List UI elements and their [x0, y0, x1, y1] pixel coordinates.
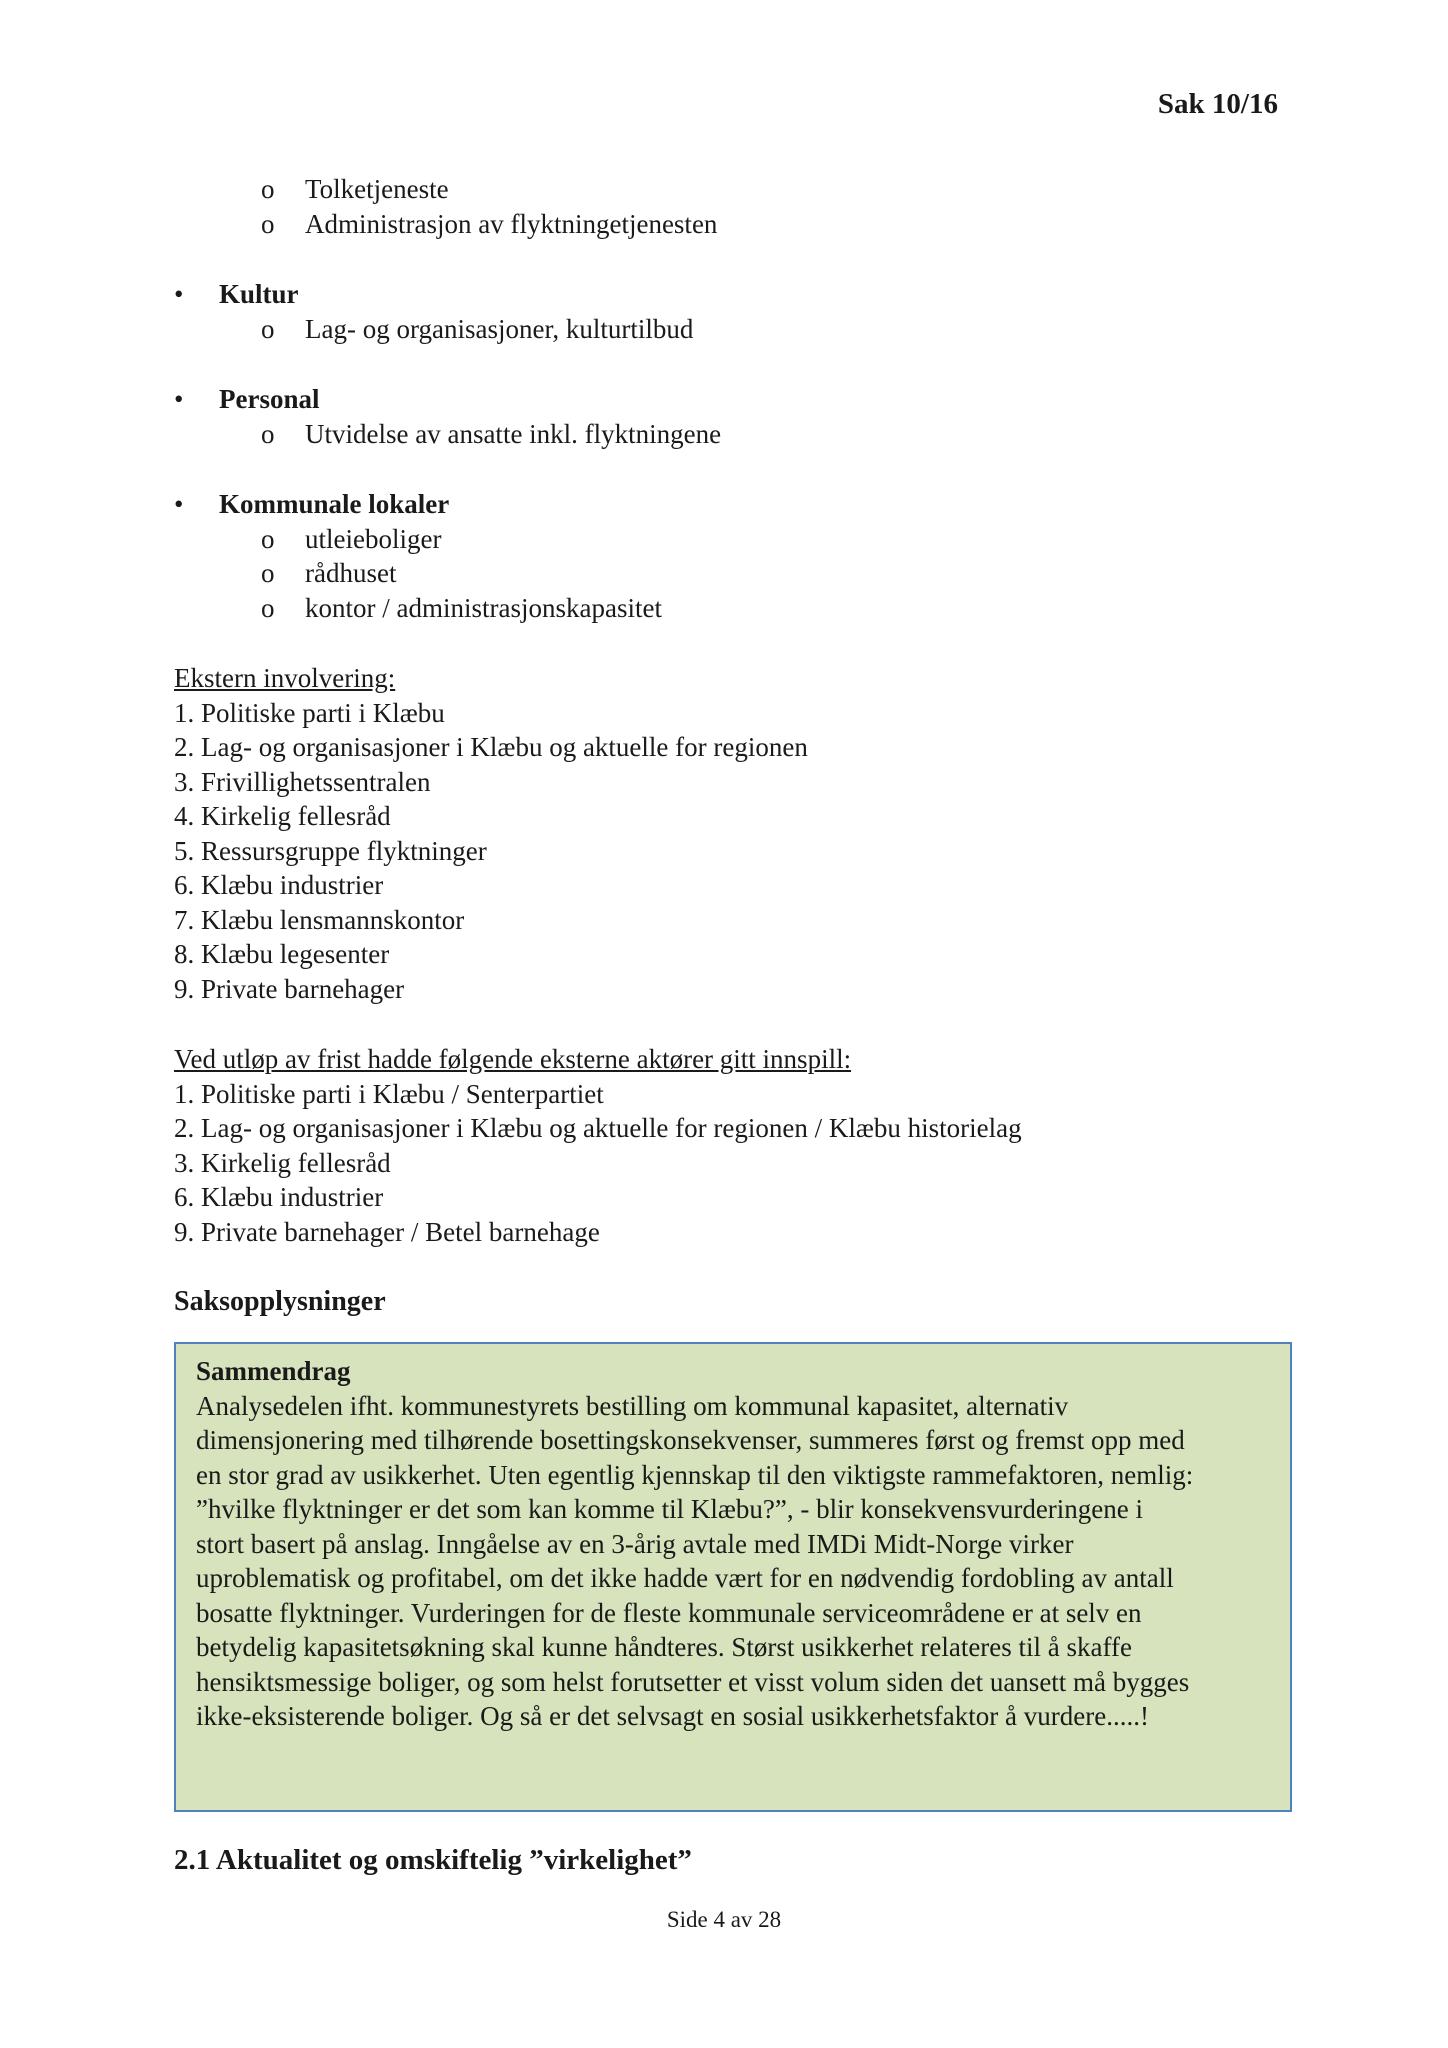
list-item: 7. Klæbu lensmannskontor: [174, 904, 465, 935]
list-item: 9. Private barnehager: [174, 973, 405, 1004]
category-title: • Personal: [174, 382, 1294, 417]
list-item: 8. Klæbu legesenter: [174, 939, 390, 969]
category-personal: [174, 382, 1294, 451]
responses-title: Ved utløp av frist hadde følgende eksterne aktører gitt innspill:: [174, 1044, 852, 1074]
category-kommunale-lokaler: [174, 487, 1294, 625]
list-item: 1. Politiske parti i Klæbu: [174, 697, 445, 728]
list-item: 3. Frivillighetssentralen: [174, 766, 431, 797]
category-sub-list: [174, 417, 1294, 452]
summary-line: Analysedelen ifht. kommunestyrets bestilling om kommunal kapasitet, alternativ: [196, 1390, 1069, 1421]
list-item: 3. Kirkelig fellesråd: [174, 1147, 391, 1178]
category-title: • Kultur: [174, 277, 1294, 312]
list-item: 1. Politiske parti i Klæbu / Senterpartiet: [174, 1078, 604, 1109]
summary-line: bosatte flyktninger. Vurderingen for de fleste kommunale serviceområdene er at selv en: [196, 1597, 1142, 1628]
list-item: 2. Lag- og organisasjoner i Klæbu og aktuelle for regionen / Klæbu historielag: [174, 1113, 1022, 1143]
page-number: Side 4 av 28: [666, 1907, 782, 1932]
list-item: 5. Ressursgruppe flyktninger: [174, 835, 487, 866]
summary-line: ikke-eksisterende boliger. Og så er det selvsagt en sosial usikkerhetsfaktor å vurdere.....!: [196, 1701, 1149, 1731]
case-reference: Sak 10/16: [1157, 88, 1278, 120]
summary-box: [174, 1342, 1292, 1812]
saksopplysninger-heading: Saksopplysninger: [174, 1286, 386, 1317]
list-item: 6. Klæbu industrier: [174, 870, 384, 900]
category-kultur: [174, 277, 1294, 346]
summary-line: dimensjonering med tilhørende bosettingskonsekvenser, summeres først og fremst opp med: [196, 1425, 1185, 1455]
section-heading: 2.1 Aktualitet og omskiftelig ”virkelighet”: [174, 1844, 692, 1876]
sub-list-item: o Utvidelse av ansatte inkl. flyktningene: [174, 417, 1294, 452]
category-list: [174, 277, 1294, 625]
page-content: [174, 172, 1294, 1320]
summary-line: en stor grad av usikkerhet. Uten egentlig kjennskap til den viktigste rammefaktoren, nemlig:: [196, 1459, 1194, 1490]
summary-line: hensiktsmessige boliger, og som helst forutsetter et visst volum siden det uansett må bygges: [196, 1666, 1190, 1697]
top-sub-list: [174, 172, 1294, 241]
category-sub-list: [174, 522, 1294, 626]
sub-list-item: o Tolketjeneste: [174, 172, 1294, 207]
summary-line: stort basert på anslag. Inngåelse av en 3-årig avtale med IMDi Midt-Norge virker: [196, 1528, 1074, 1559]
category-sub-list: [174, 312, 1294, 347]
responses-list: [174, 1077, 1294, 1250]
summary-line: uproblematisk og profitabel, om det ikke hadde vært for en nødvendig fordobling av antall: [196, 1563, 1174, 1593]
summary-title: Sammendrag: [196, 1356, 351, 1386]
sub-list-item: o rådhuset: [174, 556, 1294, 591]
summary-line: ”hvilke flyktninger er det som kan komme til Klæbu?”, - blir konsekvensvurderingene i: [196, 1494, 1144, 1524]
list-item: 6. Klæbu industrier: [174, 1182, 384, 1212]
sub-list-item: o kontor / administrasjonskapasitet: [174, 591, 1294, 626]
sub-list-item: o Lag- og organisasjoner, kulturtilbud: [174, 312, 1294, 347]
list-item: 2. Lag- og organisasjoner i Klæbu og aktuelle for regionen: [174, 732, 808, 762]
category-title: • Kommunale lokaler: [174, 487, 1294, 522]
sub-list-item: o utleieboliger: [174, 522, 1294, 557]
sub-list-item: o Administrasjon av flyktningetjenesten: [174, 207, 1294, 242]
external-involvement-list: [174, 696, 1294, 1007]
summary-line: betydelig kapasitetsøkning skal kunne håndteres. Størst usikkerhet relateres til å skaffe: [196, 1632, 1132, 1662]
list-item: 4. Kirkelig fellesråd: [174, 801, 391, 831]
list-item: 9. Private barnehager / Betel barnehage: [174, 1216, 600, 1247]
external-involvement-title: Ekstern involvering:: [174, 663, 396, 693]
